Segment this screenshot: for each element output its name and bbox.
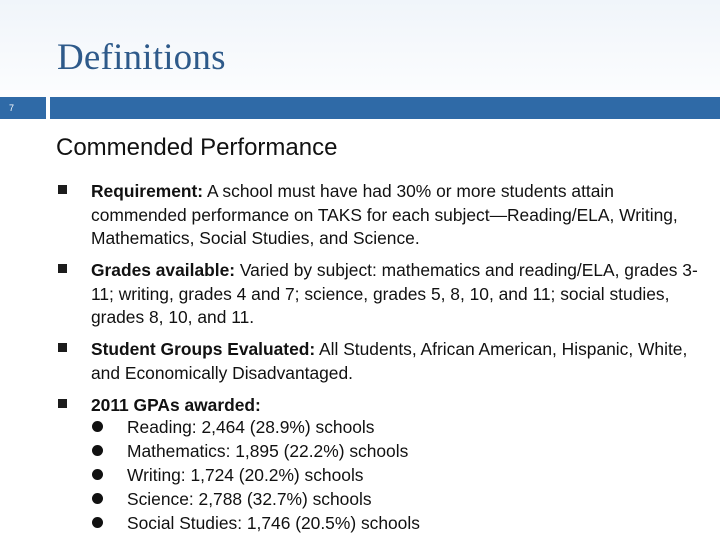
slide-number: 7: [0, 97, 46, 119]
round-bullet-icon: [92, 421, 103, 432]
sub-list-item: [92, 416, 692, 440]
bullet-body: Varied by subject: mathematics and reading/ELA, grades 3-11; writing, grades 4 and 7; science, grades 5, 8, 10, and 11; social studies, grades 8, 10, and 11.: [91, 260, 698, 327]
sub-list-item: [92, 488, 692, 512]
bullet-student-groups: [58, 338, 708, 386]
title-divider-bar: [0, 97, 720, 119]
sub-list-item: [92, 464, 692, 488]
sub-list-item: [92, 512, 692, 536]
sub-item-text: Mathematics: 1,895 (22.2%) schools: [127, 441, 409, 461]
bullet-label: Student Groups Evaluated:: [91, 339, 316, 359]
bullet-text: [91, 259, 708, 330]
sub-item-text: Writing: 1,724 (20.2%) schools: [127, 465, 364, 485]
section-heading: Commended Performance: [56, 134, 338, 161]
bullet-text: [91, 394, 708, 418]
bullet-body: A school must have had 30% or more students attain commended performance on TAKS for each subject—Reading/ELA, Writing, Mathematics, Social Studies, and Science.: [91, 181, 678, 248]
round-bullet-icon: [92, 517, 103, 528]
round-bullet-icon: [92, 493, 103, 504]
bullet-grades-available: [58, 259, 708, 331]
divider-strip: [50, 97, 720, 119]
bullet-gpas-awarded: [58, 394, 708, 418]
bullet-text: [91, 180, 708, 251]
square-bullet-icon: [58, 185, 67, 194]
gpa-sub-list: [58, 416, 708, 536]
bullet-body: All Students, African American, Hispanic, White, and Economically Disadvantaged.: [91, 339, 688, 383]
round-bullet-icon: [92, 445, 103, 456]
round-bullet-icon: [92, 469, 103, 480]
square-bullet-icon: [58, 264, 67, 273]
sub-item-text: Reading: 2,464 (28.9%) schools: [127, 417, 375, 437]
slide-title: Definitions: [57, 37, 226, 78]
bullet-label: 2011 GPAs awarded:: [91, 395, 261, 415]
sub-item-text: Science: 2,788 (32.7%) schools: [127, 489, 372, 509]
sub-item-text: Social Studies: 1,746 (20.5%) schools: [127, 513, 420, 533]
bullet-text: [91, 338, 708, 385]
square-bullet-icon: [58, 343, 67, 352]
bullet-requirement: [58, 180, 708, 252]
bullet-label: Grades available:: [91, 260, 236, 280]
sub-list-item: [92, 440, 692, 464]
square-bullet-icon: [58, 399, 67, 408]
bullet-label: Requirement:: [91, 181, 204, 201]
